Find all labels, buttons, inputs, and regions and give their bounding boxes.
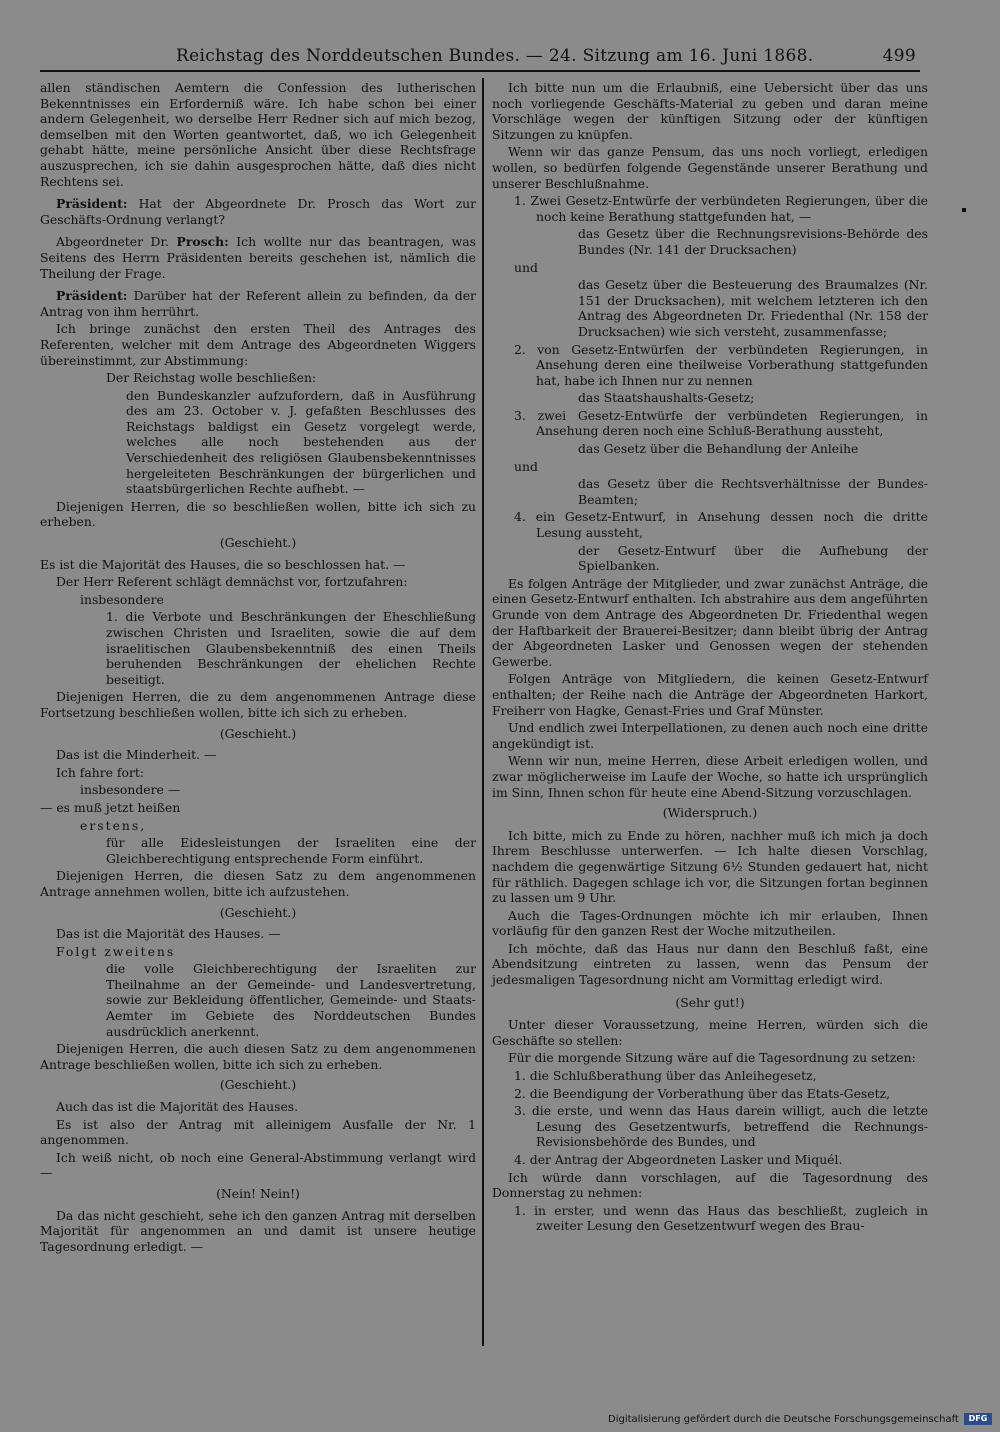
right-column xyxy=(492,80,928,1236)
paragraph: Da das nicht geschieht, sehe ich den ganzen Antrag mit derselben Majorität für angenommen an und damit ist unsere heutige Tagesordnung erledigt. — xyxy=(40,1207,476,1254)
paragraph: Das ist die Minderheit. — xyxy=(56,747,217,763)
paragraph: für alle Eidesleistungen der Israeliten eine der Gleichberechtigung entsprechende Form einführt. xyxy=(106,835,476,866)
page-header xyxy=(176,46,916,70)
numbered-item: 1. die Schlußberathung über das Anleihegesetz, xyxy=(514,1068,817,1084)
paragraph: Diejenigen Herren, die so beschließen wollen, bitte ich sich zu erheben. xyxy=(40,498,476,530)
paragraph: Der Herr Referent schlägt demnächst vor, fortzufahren: xyxy=(56,574,408,590)
paragraph: Ich fahre fort: xyxy=(56,764,145,780)
speaker-name: Präsident: xyxy=(56,288,128,304)
paragraph: Und endlich zwei Interpellationen, zu denen auch noch eine dritte angekündigt ist. xyxy=(492,720,928,751)
dfg-logo: DFG xyxy=(964,1413,992,1425)
digitization-credit: Digitalisierung gefördert durch die Deutsche Forschungsgemeinschaft xyxy=(608,1414,959,1425)
stage-direction: (Geschieht.) xyxy=(219,725,297,741)
paragraph: Präsident: Hat der Abgeordnete Dr. Prosch das Wort zur Geschäfts-Ordnung verlangt? xyxy=(40,196,476,227)
paragraph: — es muß jetzt heißen xyxy=(40,799,181,815)
paragraph: und xyxy=(514,259,538,275)
paragraph: das Gesetz über die Rechtsverhältnisse der Bundes-Beamten; xyxy=(578,476,928,507)
paragraph: erstens, xyxy=(80,817,147,833)
paragraph: Diejenigen Herren, die diesen Satz zu dem angenommenen Antrage annehmen wollen, bitte ich aufzustehen. xyxy=(40,868,476,899)
paragraph: Ich bitte nun um die Erlaubniß, eine Uebersicht über das uns noch vorliegende Geschäfts-Material zu geben und daran meine Vorschläge wegen der künftigen Sitzung oder der künftigen Sitzungen zu knüpfen. xyxy=(492,80,928,142)
paragraph: Diejenigen Herren, die auch diesen Satz zu dem angenommenen Antrage beschließen wollen, bitte ich sich zu erheben. xyxy=(40,1041,476,1072)
paragraph: Der Reichstag wolle beschließen: xyxy=(106,370,317,386)
paragraph: das Gesetz über die Behandlung der Anleihe xyxy=(578,441,859,457)
numbered-item: 2. von Gesetz-Entwürfen der verbündeten Regierungen, in Ansehung deren eine theilweise Vorberathung stattgefunden hat, habe ich Ihnen nur zu nennen xyxy=(514,341,928,388)
paragraph: Auch die Tages-Ordnungen möchte ich mir erlauben, Ihnen vorläufig für den ganzen Rest der Woche mitzutheilen. xyxy=(492,907,928,939)
numbered-item: 1. in erster, und wenn das Haus das beschließt, zugleich in zweiter Lesung den Gesetzentwurf wegen des Brau- xyxy=(514,1202,928,1234)
paragraph: Ich bitte, mich zu Ende zu hören, nachher muß ich mich ja doch Ihrem Beschlusse unterwerfen. — Ich halte diesen Vorschlag, nachdem die gegenwärtige Sitzung 6½ Stunden gedauert hat, nicht für räthlich. Dagegen schlage ich vor, die Sitzungen fortan beginnen zu lassen um 9 Uhr. xyxy=(492,827,928,906)
numbered-item: 2. die Beendigung der Vorberathung über das Etats-Gesetz, xyxy=(514,1085,891,1101)
paragraph: Es ist die Majorität des Hauses, die so beschlossen hat. — xyxy=(40,556,406,572)
paragraph: der Gesetz-Entwurf über die Aufhebung der Spielbanken. xyxy=(578,542,928,574)
numbered-item: 1. die Verbote und Beschränkungen der Eheschließung zwischen Christen und Israeliten, sowie die auf dem israelitischen Glaubensbekenntniß des einen Theils beruhenden Beschränkungen der ehelichen Rechte beseitigt. xyxy=(106,609,476,687)
running-title: Reichstag des Norddeutschen Bundes. — 24. Sitzung am 16. Juni 1868. xyxy=(176,46,814,66)
paragraph: Das ist die Majorität des Hauses. — xyxy=(56,926,281,942)
paragraph: die volle Gleichberechtigung der Israeliten zur Theilnahme an der Gemeinde- und Landesvertretung, sowie zur Bekleidung öffentlicher, Gemeinde- und Staats-Aemter im Gebiete des Norddeutschen Bundes ausdrücklich anerkennt. xyxy=(106,961,476,1039)
stage-direction: (Geschieht.) xyxy=(219,904,297,920)
paragraph: das Gesetz über die Rechnungsrevisions-Behörde des Bundes (Nr. 141 der Drucksachen) xyxy=(578,226,928,257)
paragraph: und xyxy=(514,458,538,474)
resolution-text: den Bundeskanzler aufzufordern, daß in Ausführung des am 23. October v. J. gefaßten Beschlusses des Reichstags baldigst ein Gesetz vorgelegt werde, welches alle noch bestehenden aus der Verschiedenheit des religiösen Glaubensbekenntnisses hergeleiteten Beschränkungen der bürgerlichen und staatsbürgerlichen Rechte aufhebt. — xyxy=(126,387,476,497)
numbered-item: 3. zwei Gesetz-Entwürfe der verbündeten Regierungen, in Ansehung deren noch eine Schluß-Berathung aussteht, xyxy=(514,407,928,439)
paragraph: Es folgen Anträge der Mitglieder, und zwar zunächst Anträge, die einen Gesetz-Entwurf enthalten. Ich abstrahire aus dem angeführten Grunde von dem Antrage des Abgeordneten Dr. Friedenthal wegen der Haftbarkeit der Brauerei-Besitzer; dann bleibt übrig der Antrag der Abgeordneten Lasker und Genossen wegen der stehenden Gewerbe. xyxy=(492,575,928,669)
paragraph: Abgeordneter Dr. Prosch: Ich wollte nur das beantragen, was Seitens des Herrn Präsidenten bereits geschehen ist, nämlich die Theilung der Frage. xyxy=(40,234,476,281)
paragraph: Wenn wir das ganze Pensum, das uns noch vorliegt, erledigen wollen, so bedürfen folgende Gegenstände unserer Berathung und unserer Beschlußnahme. xyxy=(492,144,928,191)
left-column xyxy=(40,80,476,1256)
page-number: 499 xyxy=(882,46,916,66)
paragraph: das Staatshaushalts-Gesetz; xyxy=(578,390,755,406)
numbered-item: 4. ein Gesetz-Entwurf, in Ansehung dessen noch die dritte Lesung aussteht, xyxy=(514,509,928,541)
paragraph: Auch das ist die Majorität des Hauses. xyxy=(56,1099,299,1115)
paragraph: Präsident: Darüber hat der Referent allein zu befinden, da der Antrag von ihm herrührt. xyxy=(40,288,476,319)
paragraph: Folgen Anträge von Mitgliedern, die keinen Gesetz-Entwurf enthalten; der Reihe nach die Anträge der Abgeordneten Harkort, Freiherr von Hagke, Genast-Fries und Graf Münster. xyxy=(492,671,928,718)
numbered-item: 3. die erste, und wenn das Haus darein willigt, auch die letzte Lesung des Gesetzentwurfs, betreffend die Rechnungs-Revisionsbehörde des Bundes, und xyxy=(514,1103,928,1150)
stage-direction: (Geschieht.) xyxy=(219,1077,297,1093)
paragraph: Folgt zweitens xyxy=(56,943,176,959)
stage-direction: (Nein! Nein!) xyxy=(216,1186,300,1201)
stage-direction: (Widerspruch.) xyxy=(662,805,758,821)
paragraph: insbesondere xyxy=(80,591,164,607)
paragraph: das Gesetz über die Besteuerung des Braumalzes (Nr. 151 der Drucksachen), mit welchem letzteren ich den Antrag des Abgeordneten Dr. Friedenthal (Nr. 158 der Drucksachen) wie sich versteht, zusammenfasse; xyxy=(578,277,928,339)
stage-direction: (Geschieht.) xyxy=(219,535,297,551)
paragraph: Ich weiß nicht, ob noch eine General-Abstimmung verlangt wird — xyxy=(40,1149,476,1181)
stage-direction: (Sehr gut!) xyxy=(675,994,745,1010)
paragraph: insbesondere — xyxy=(80,782,181,798)
paragraph: Ich möchte, daß das Haus nur dann den Beschluß faßt, eine Abendsitzung eintreten zu lassen, wenn das Pensum der jedesmaligen Tagesordnung nicht am Vormittag erledigt wird. xyxy=(492,940,928,988)
paragraph: Unter dieser Voraussetzung, meine Herren, würden sich die Geschäfte so stellen: xyxy=(492,1017,928,1048)
paragraph: Es ist also der Antrag mit alleinigem Ausfalle der Nr. 1 angenommen. xyxy=(40,1116,476,1148)
paragraph: Für die morgende Sitzung wäre auf die Tagesordnung zu setzen: xyxy=(508,1050,916,1066)
header-rule xyxy=(40,70,920,72)
paragraph: Wenn wir nun, meine Herren, diese Arbeit erledigen wollen, und zwar möglicherweise im Laufe der Woche, so hatte ich ursprünglich im Sinn, Ihnen schon für heute eine Abend-Sitzung vorzuschlagen. xyxy=(492,753,928,800)
speaker-name: Prosch: xyxy=(176,234,229,250)
paragraph: Diejenigen Herren, die zu dem angenommenen Antrage diese Fortsetzung beschließen wollen, bitte ich sich zu erheben. xyxy=(40,689,476,720)
paragraph: Ich würde dann vorschlagen, auf die Tagesordnung des Donnerstag zu nehmen: xyxy=(492,1169,928,1201)
column-divider xyxy=(482,78,484,1346)
speaker-name: Präsident: xyxy=(56,196,128,212)
numbered-item: 1. Zwei Gesetz-Entwürfe der verbündeten Regierungen, über die noch keine Berathung stattgefunden hat, — xyxy=(514,193,928,224)
margin-mark xyxy=(962,208,966,212)
paragraph: Ich bringe zunächst den ersten Theil des Antrages des Referenten, welcher mit dem Antrage des Abgeordneten Wiggers übereinstimmt, zur Abstimmung: xyxy=(40,321,476,368)
paragraph: allen ständischen Aemtern die Confession des lutherischen Bekenntnisses ein Erforderniß wäre. Ich habe schon bei einer andern Gelegenheit, wo derselbe Herr Redner sich auf mich bezog, demselben mit den Worten geantwortet, daß, wo ich Gelegenheit gehabt hätte, meine persönliche Ansicht über diese Rechtsfrage auszusprechen, ich sie dahin ausgesprochen hätte, daß dies nicht Rechtens sei. xyxy=(40,80,476,189)
numbered-item: 4. der Antrag der Abgeordneten Lasker und Miquél. xyxy=(514,1152,843,1167)
